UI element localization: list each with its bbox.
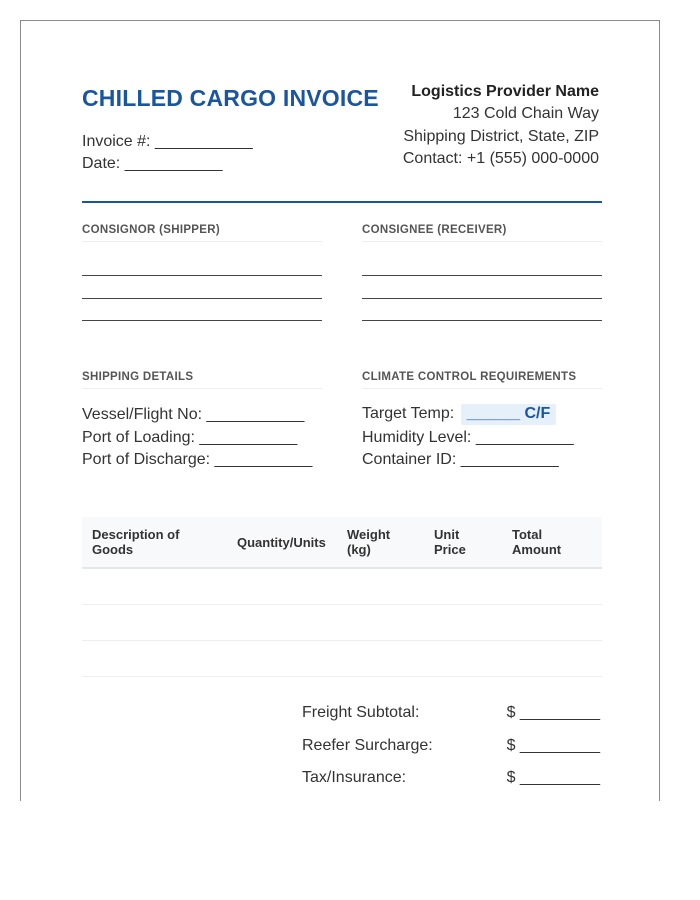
col-weight: Weight (kg) bbox=[347, 527, 391, 557]
shipping-details-heading: SHIPPING DETAILS bbox=[82, 371, 322, 389]
consignor-line-1[interactable] bbox=[82, 275, 322, 276]
target-temp-row bbox=[362, 404, 556, 425]
container-id-field[interactable]: Container ID: ___________ bbox=[362, 451, 559, 468]
reefer-surcharge-field[interactable]: $ _________ bbox=[506, 737, 600, 754]
humidity-level-field[interactable]: Humidity Level: ___________ bbox=[362, 429, 574, 446]
vessel-flight-field[interactable]: Vessel/Flight No: ___________ bbox=[82, 406, 305, 423]
consignor-heading: CONSIGNOR (SHIPPER) bbox=[82, 224, 322, 242]
col-description: Description of Goods bbox=[92, 527, 180, 557]
table-row-divider bbox=[82, 640, 602, 641]
invoice-page bbox=[20, 20, 660, 801]
port-of-loading-field[interactable]: Port of Loading: ___________ bbox=[82, 429, 298, 446]
reefer-surcharge-label: Reefer Surcharge: bbox=[302, 737, 433, 754]
target-temp-field[interactable]: ______ C/F bbox=[461, 404, 557, 425]
consignor-line-2[interactable] bbox=[82, 298, 322, 299]
climate-control-heading: CLIMATE CONTROL REQUIREMENTS bbox=[362, 371, 602, 389]
provider-contact: Contact: +1 (555) 000-0000 bbox=[402, 150, 599, 167]
header-divider bbox=[82, 201, 602, 203]
port-of-discharge-field[interactable]: Port of Discharge: ___________ bbox=[82, 451, 313, 468]
tax-insurance-label: Tax/Insurance: bbox=[302, 769, 407, 786]
provider-name: Logistics Provider Name bbox=[411, 83, 599, 100]
provider-district: Shipping District, State, ZIP bbox=[403, 128, 599, 145]
freight-subtotal-field[interactable]: $ _________ bbox=[506, 704, 600, 721]
freight-subtotal-label: Freight Subtotal: bbox=[302, 704, 420, 721]
consignee-line-2[interactable] bbox=[362, 298, 602, 299]
invoice-date-field[interactable]: Date: ___________ bbox=[82, 155, 223, 172]
invoice-title: CHILLED CARGO INVOICE bbox=[82, 85, 379, 111]
col-total-amount: Total Amount bbox=[512, 527, 562, 557]
table-row-divider bbox=[82, 676, 602, 677]
consignor-line-3[interactable] bbox=[82, 320, 322, 321]
table-row-divider bbox=[82, 604, 602, 605]
consignee-line-3[interactable] bbox=[362, 320, 602, 321]
col-quantity: Quantity/Units bbox=[237, 535, 326, 550]
provider-address: 123 Cold Chain Way bbox=[452, 105, 599, 122]
target-temp-label: Target Temp: bbox=[362, 405, 455, 422]
tax-insurance-field[interactable]: $ _________ bbox=[506, 769, 600, 786]
consignee-line-1[interactable] bbox=[362, 275, 602, 276]
col-unit-price: Unit Price bbox=[434, 527, 466, 557]
consignee-heading: CONSIGNEE (RECEIVER) bbox=[362, 224, 602, 242]
invoice-number-field[interactable]: Invoice #: ___________ bbox=[82, 133, 253, 150]
